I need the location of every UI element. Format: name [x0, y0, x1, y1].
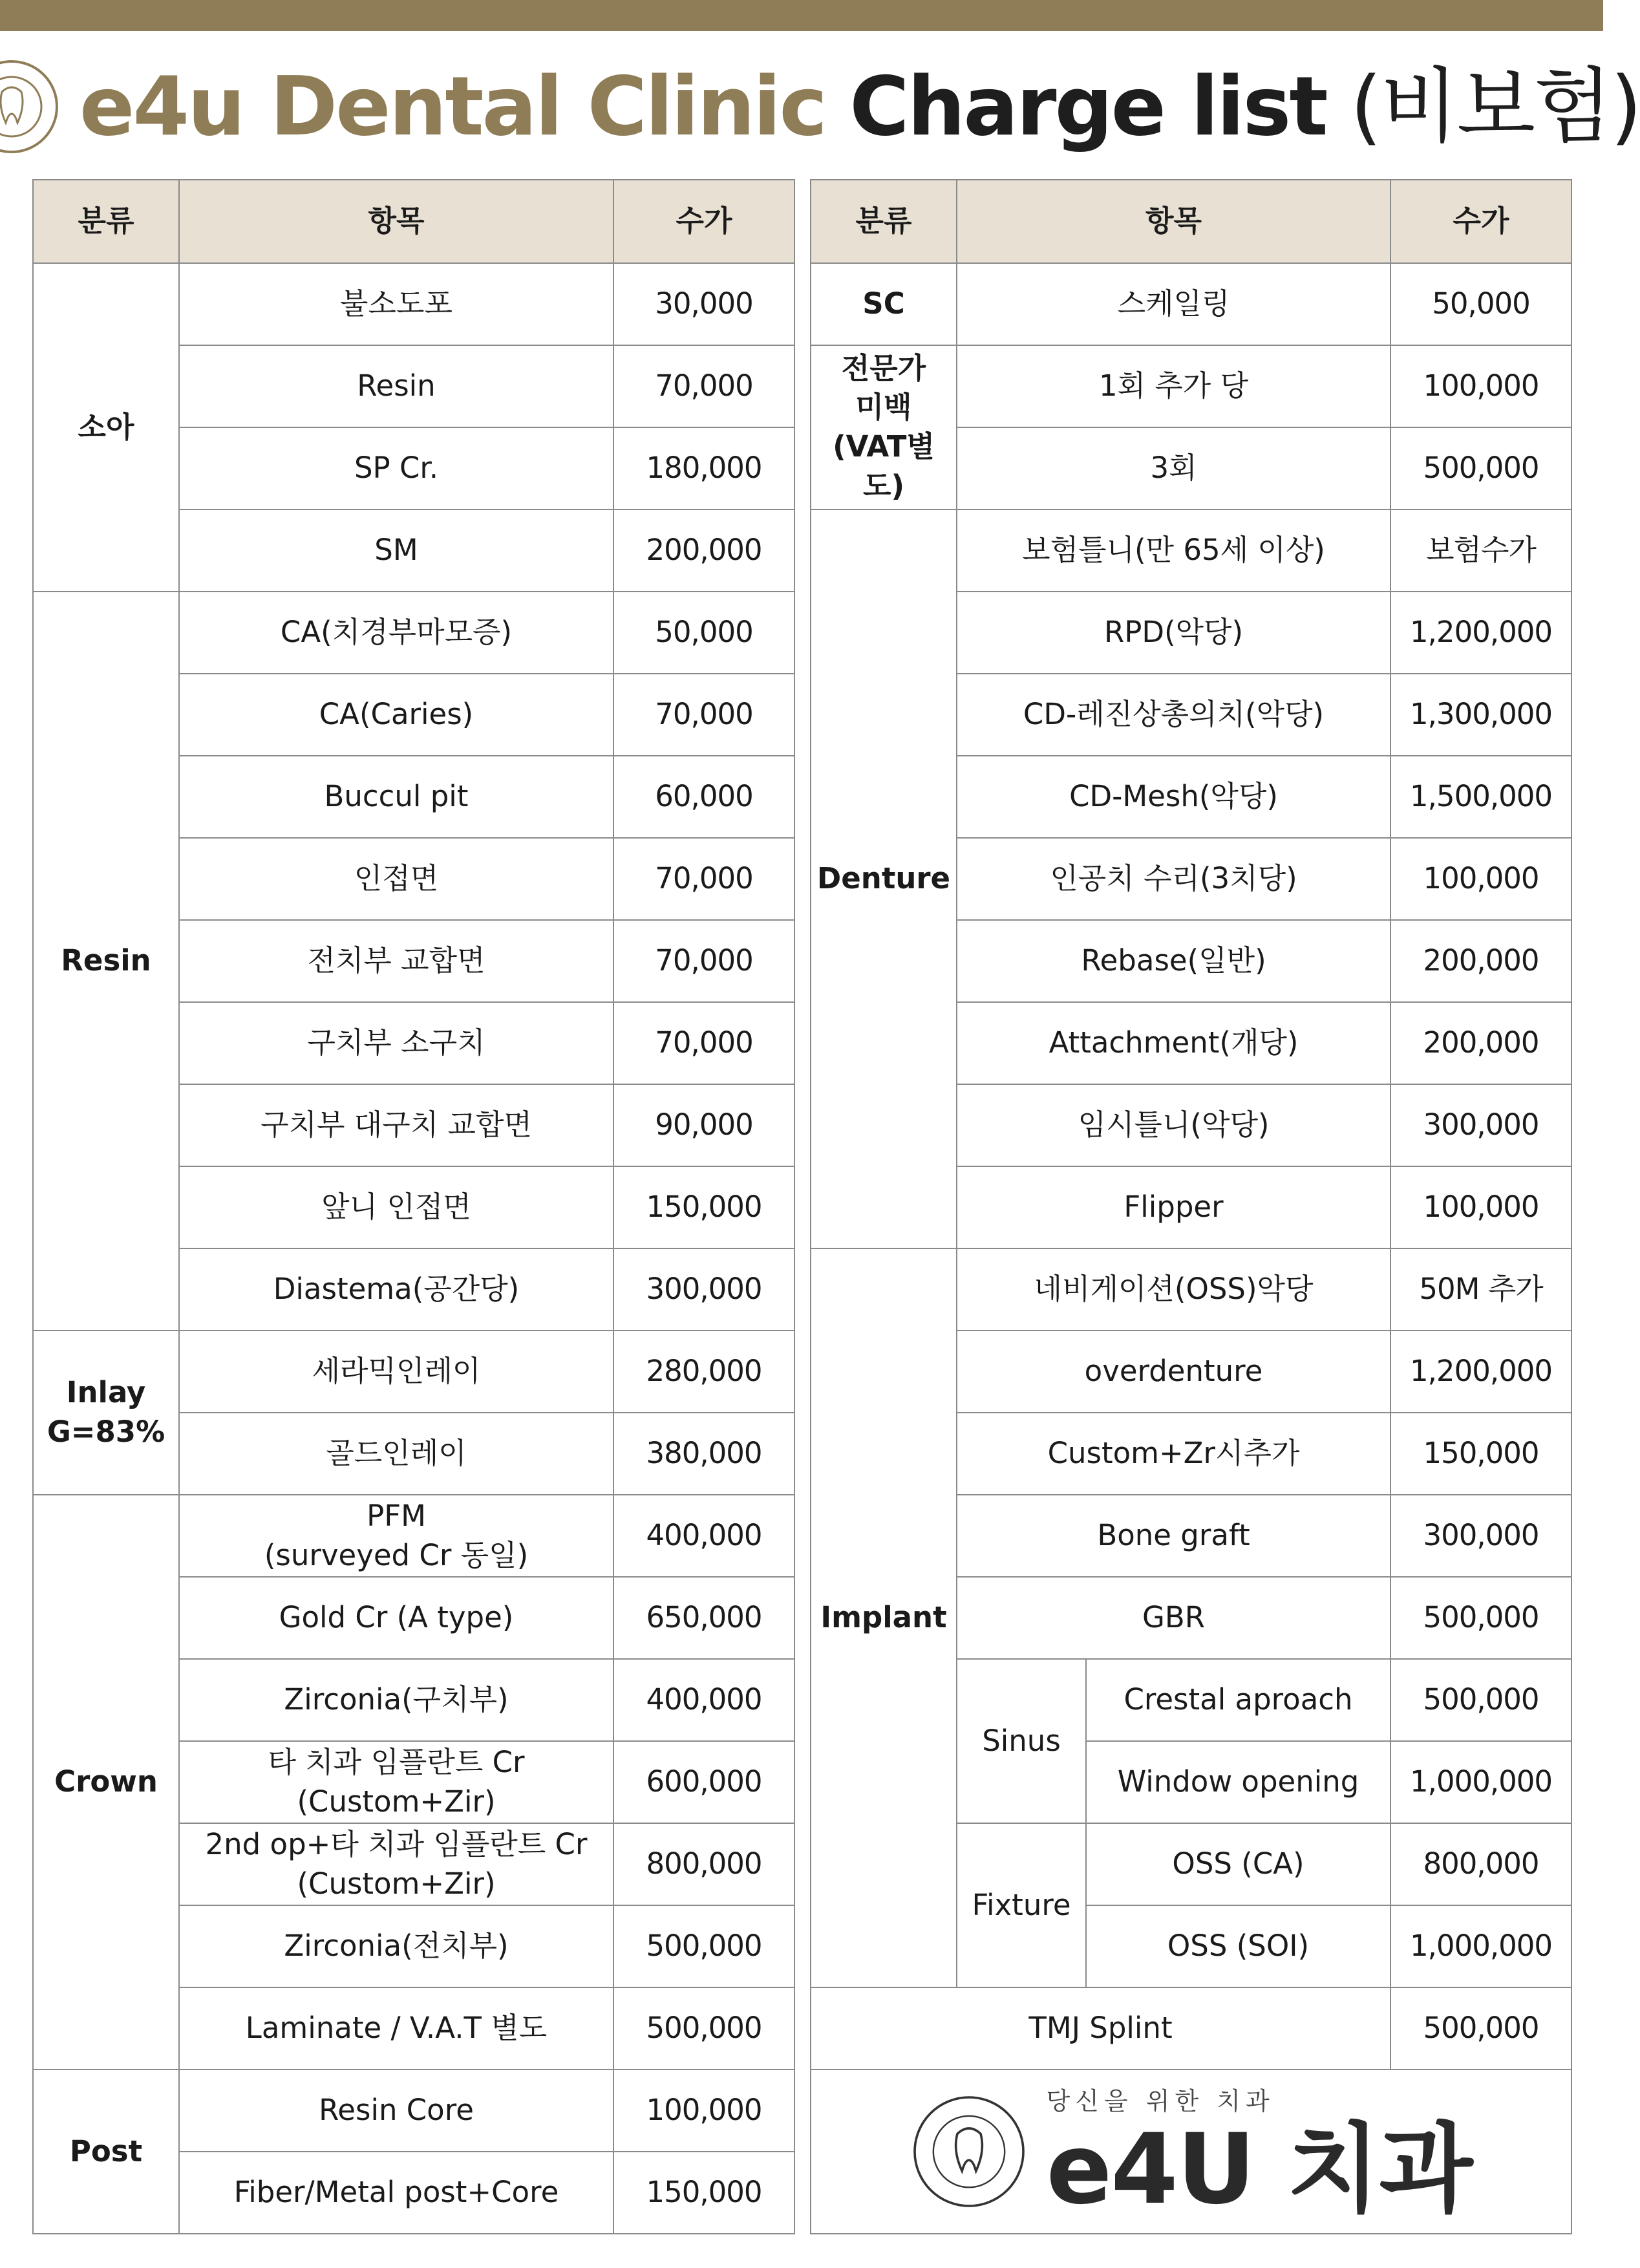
item-cell: 구치부 대구치 교합면	[179, 1084, 613, 1166]
item-cell: Custom+Zr시추가	[957, 1413, 1390, 1495]
item-cell: CA(Caries)	[179, 674, 613, 756]
item-cell: Bone graft	[957, 1495, 1390, 1577]
price-cell: 50M 추가	[1390, 1248, 1571, 1331]
item-cell: 불소도포	[179, 263, 613, 345]
price-cell: 200,000	[613, 509, 794, 592]
item-cell-tmj: TMJ Splint	[811, 1987, 1390, 2070]
item-cell: OSS (CA)	[1086, 1823, 1390, 1905]
price-cell: 180,000	[613, 427, 794, 509]
price-cell: 400,000	[613, 1659, 794, 1741]
price-cell: 150,000	[613, 2152, 794, 2234]
table-row	[33, 1331, 794, 1413]
clinic-seal-icon	[0, 58, 60, 155]
title-suffix: (비보험)	[1350, 59, 1640, 154]
price-cell: 200,000	[1390, 920, 1571, 1002]
table-row	[811, 1248, 1571, 1331]
item-cell: Crestal aproach	[1086, 1659, 1390, 1741]
price-cell: 1,200,000	[1390, 1331, 1571, 1413]
table-row	[33, 1495, 794, 1577]
item-cell: CD-레진상총의치(악당)	[957, 674, 1390, 756]
price-cell: 1,200,000	[1390, 592, 1571, 674]
price-cell: 70,000	[613, 674, 794, 756]
price-cell: 300,000	[613, 1248, 794, 1331]
price-cell: 70,000	[613, 345, 794, 427]
category-whitening	[811, 345, 957, 509]
category-denture: Denture	[811, 509, 957, 1248]
price-cell: 70,000	[613, 1002, 794, 1084]
item-cell: 세라믹인레이	[179, 1331, 613, 1413]
item-cell: Buccul pit	[179, 756, 613, 838]
item-cell: 골드인레이	[179, 1413, 613, 1495]
title-charge-list: Charge list	[849, 59, 1326, 154]
logo-tagline: 당신을 위한 치과	[1046, 2087, 1275, 2116]
item-cell: 3회	[957, 427, 1390, 509]
table-row	[33, 263, 794, 345]
item-cell: RPD(악당)	[957, 592, 1390, 674]
item-cell: 보험틀니(만 65세 이상)	[957, 509, 1390, 592]
table-row	[33, 592, 794, 674]
price-cell: 100,000	[1390, 345, 1571, 427]
item-line2: (Custom+Zir)	[297, 1784, 496, 1819]
category-soa: 소아	[33, 263, 179, 592]
col-header-item: 항목	[179, 180, 613, 263]
item-cell: SP Cr.	[179, 427, 613, 509]
price-cell: 600,000	[613, 1741, 794, 1823]
price-cell: 800,000	[613, 1823, 794, 1905]
item-cell: OSS (SOI)	[1086, 1905, 1390, 1987]
item-cell	[179, 1741, 613, 1823]
price-cell: 60,000	[613, 756, 794, 838]
price-cell: 100,000	[1390, 1166, 1571, 1248]
col-header-price: 수가	[613, 180, 794, 263]
price-cell: 1,000,000	[1390, 1905, 1571, 1987]
price-cell: 380,000	[613, 1413, 794, 1495]
item-cell: 구치부 소구치	[179, 1002, 613, 1084]
price-cell: 150,000	[613, 1166, 794, 1248]
table-header-row	[811, 180, 1571, 263]
page-header	[0, 45, 1640, 168]
price-cell: 500,000	[613, 1987, 794, 2070]
price-cell: 보험수가	[1390, 509, 1571, 592]
price-cell: 280,000	[613, 1331, 794, 1413]
top-band	[0, 0, 1603, 31]
price-cell: 300,000	[1390, 1084, 1571, 1166]
item-cell: CA(치경부마모증)	[179, 592, 613, 674]
item-cell: 인공치 수리(3치당)	[957, 838, 1390, 920]
table-header-row	[33, 180, 794, 263]
logo-text	[1046, 2085, 1472, 2226]
category-whitening-line1: 전문가	[841, 350, 926, 385]
col-header-item: 항목	[957, 180, 1390, 263]
item-cell: 1회 추가 당	[957, 345, 1390, 427]
page-title	[79, 59, 1640, 154]
category-inlay	[33, 1331, 179, 1495]
category-inlay-line2: G=83%	[47, 1415, 165, 1449]
price-cell: 300,000	[1390, 1495, 1571, 1577]
category-resin: Resin	[33, 592, 179, 1331]
logo-wordmark: e4U 치과	[1046, 2113, 1472, 2226]
price-cell: 50,000	[613, 592, 794, 674]
price-cell: 500,000	[1390, 427, 1571, 509]
item-cell: Window opening	[1086, 1741, 1390, 1823]
item-cell: Rebase(일반)	[957, 920, 1390, 1002]
price-cell: 50,000	[1390, 263, 1571, 345]
item-cell	[179, 1823, 613, 1905]
category-post: Post	[33, 2070, 179, 2234]
table-row	[33, 2070, 794, 2152]
item-cell: Gold Cr (A type)	[179, 1577, 613, 1659]
subcategory-fixture: Fixture	[957, 1823, 1086, 1987]
item-line2: (surveyed Cr 동일)	[264, 1537, 529, 1572]
table-row	[811, 345, 1571, 427]
price-cell: 70,000	[613, 920, 794, 1002]
price-cell: 650,000	[613, 1577, 794, 1659]
item-cell: Fiber/Metal post+Core	[179, 2152, 613, 2234]
left-price-table	[32, 179, 795, 2234]
category-sc: SC	[811, 263, 957, 345]
item-cell: GBR	[957, 1577, 1390, 1659]
table-row	[811, 509, 1571, 592]
item-line1: 2nd op+타 치과 임플란트 Cr	[205, 1826, 588, 1861]
item-cell: Flipper	[957, 1166, 1390, 1248]
price-cell: 200,000	[1390, 1002, 1571, 1084]
category-implant: Implant	[811, 1248, 957, 1987]
price-cell: 150,000	[1390, 1413, 1571, 1495]
clinic-name: e4u Dental Clinic	[79, 59, 826, 154]
item-cell: overdenture	[957, 1331, 1390, 1413]
item-line1: 타 치과 임플란트 Cr	[268, 1744, 525, 1779]
price-cell: 500,000	[613, 1905, 794, 1987]
item-cell: Attachment(개당)	[957, 1002, 1390, 1084]
price-cell: 1,000,000	[1390, 1741, 1571, 1823]
price-cell: 500,000	[1390, 1577, 1571, 1659]
col-header-category: 분류	[811, 180, 957, 263]
item-cell: 전치부 교합면	[179, 920, 613, 1002]
price-cell: 500,000	[1390, 1987, 1571, 2070]
price-cell: 100,000	[1390, 838, 1571, 920]
col-header-price: 수가	[1390, 180, 1571, 263]
price-cell: 400,000	[613, 1495, 794, 1577]
price-cell: 800,000	[1390, 1823, 1571, 1905]
right-price-table	[810, 179, 1572, 2234]
item-cell: 인접면	[179, 838, 613, 920]
item-cell: SM	[179, 509, 613, 592]
price-cell: 1,500,000	[1390, 756, 1571, 838]
category-whitening-line3: (VAT별도)	[833, 429, 935, 503]
clinic-seal-icon	[911, 2093, 1027, 2210]
item-cell: 네비게이션(OSS)악당	[957, 1248, 1390, 1331]
item-cell: 임시틀니(악당)	[957, 1084, 1390, 1166]
table-row	[811, 1987, 1571, 2070]
price-cell: 90,000	[613, 1084, 794, 1166]
item-cell: CD-Mesh(악당)	[957, 756, 1390, 838]
subcategory-sinus: Sinus	[957, 1659, 1086, 1823]
item-cell: Resin Core	[179, 2070, 613, 2152]
item-line1: PFM	[367, 1498, 426, 1533]
table-row	[811, 263, 1571, 345]
price-cell: 500,000	[1390, 1659, 1571, 1741]
category-crown: Crown	[33, 1495, 179, 2070]
price-cell: 100,000	[613, 2070, 794, 2152]
price-cell: 30,000	[613, 263, 794, 345]
price-cell: 1,300,000	[1390, 674, 1571, 756]
col-header-category: 분류	[33, 180, 179, 263]
item-cell: Laminate / V.A.T 별도	[179, 1987, 613, 2070]
item-cell: Zirconia(구치부)	[179, 1659, 613, 1741]
category-whitening-line2: 미백	[855, 390, 912, 425]
item-cell: 앞니 인접면	[179, 1166, 613, 1248]
item-cell: 스케일링	[957, 263, 1390, 345]
item-cell: Diastema(공간당)	[179, 1248, 613, 1331]
item-cell: Zirconia(전치부)	[179, 1905, 613, 1987]
category-inlay-line1: Inlay	[66, 1375, 146, 1410]
footer-logo-cell	[811, 2070, 1571, 2234]
item-cell: Resin	[179, 345, 613, 427]
item-line2: (Custom+Zir)	[297, 1866, 496, 1901]
price-cell: 70,000	[613, 838, 794, 920]
item-cell	[179, 1495, 613, 1577]
footer-logo	[815, 2085, 1567, 2226]
